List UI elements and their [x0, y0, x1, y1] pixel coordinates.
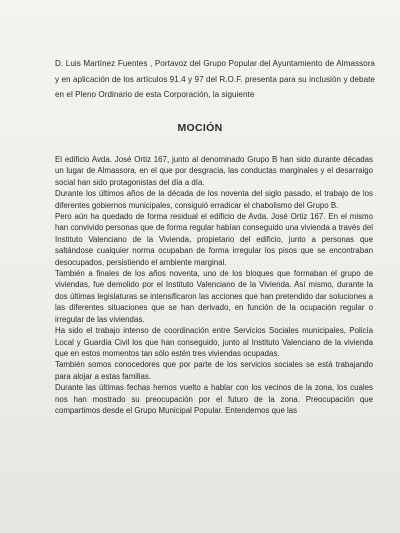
body-paragraph: También a finales de los años noventa, uno de los bloques que formaban el grupo de viviendas, fue demolido por el Instituto Valenciano de la Vivienda. Así mismo, durante la dos últimas legislaturas se intensificaron las acciones que han pretendido dar soluciones a las diferentes situaciones que se han derivado, en función de la ocupación regular o irregular de las viviendas.	[55, 269, 373, 324]
motion-heading: MOCIÓN	[177, 122, 223, 134]
body-paragraph: Pero aún ha quedado de forma residual el edificio de Avda. José Ortiz 167. En el mismo han convivido personas que de forma regular habían conseguido una vivienda a través del Instituto Valenciano de la Vivienda, propietario del edificio, junto a personas que saltándose cualquier norma ocupaban de forma irregular los pisos que se encontraban desocupados, persistiendo el ambiente marginal.	[55, 212, 373, 267]
motion-body	[55, 154, 373, 416]
body-paragraph: El edificio Avda. José Ortiz 167, junto al denominado Grupo B han sido durante décadas un lugar de Almassora, en el que por desgracia, las conductas marginales y el desarraigo social han sido protagonistas del día a día.	[55, 155, 373, 187]
body-paragraph: Ha sido el trabajo intenso de coordinación entre Servicios Sociales municipales, Policía Local y Guardia Civil los que han conseguido, junto al Instituto Valenciano de la vivienda que en estos momentos tan sólo estén tres viviendas ocupadas.	[55, 326, 373, 358]
body-paragraph: Durante los últimos años de la década de los noventa del siglo pasado, el trabajo de los diferentes gobiernos municipales, consiguió erradicar el chabolismo del Grupo B.	[55, 189, 373, 210]
body-paragraph: Durante las últimas fechas hemos vuelto a hablar con los vecinos de la zona, los cuales nos han mostrado su preocupación por el futuro de la zona. Preocupación que compartimos desde el Grupo Municipal Popular. Entendemos que las	[55, 383, 373, 415]
body-paragraph: También somos conocedores que por parte de los servicios sociales se está trabajando para alojar a estas familias.	[55, 360, 373, 381]
intro-paragraph: D. Luis Martínez Fuentes , Portavoz del Grupo Popular del Ayuntamiento de Almassora y en aplicación de los artículos 91.4 y 97 del R.O.F. presenta para su inclusión y debate en el Pleno Ordinario de esta Corporación, la siguiente	[55, 59, 375, 100]
